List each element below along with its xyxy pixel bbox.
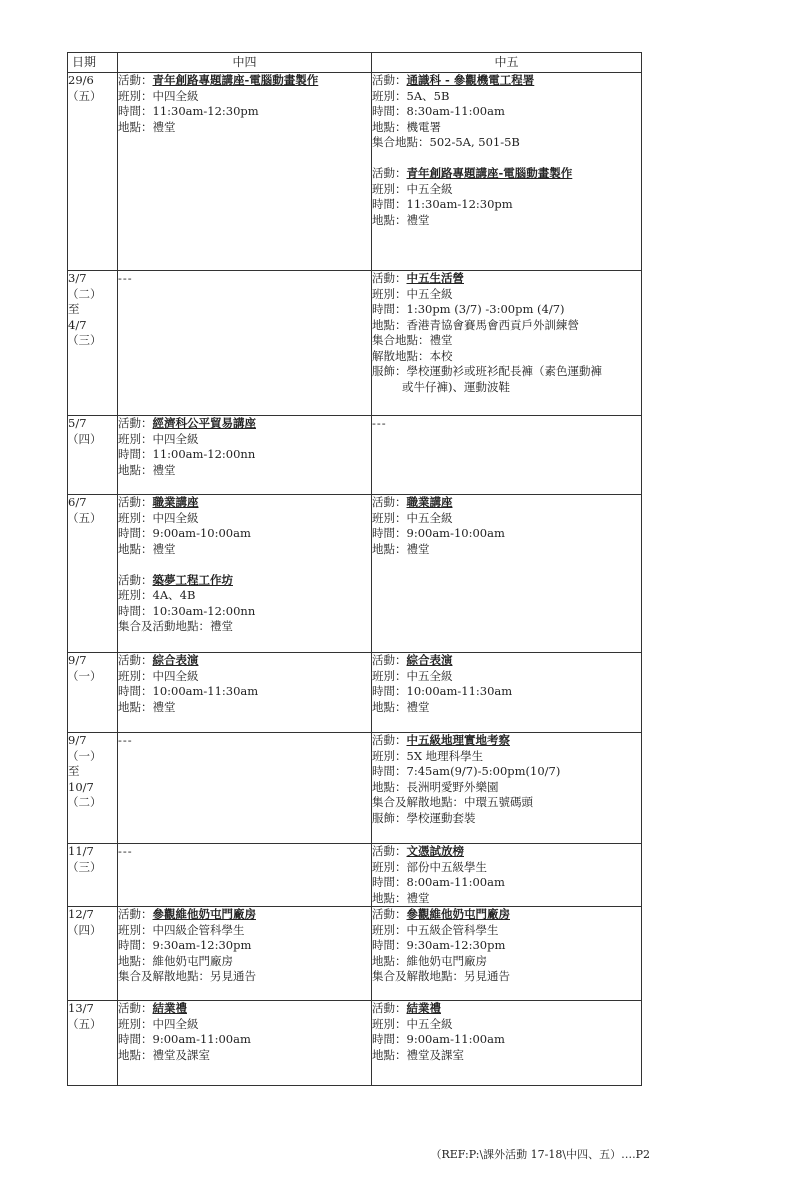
activity-name: 中五級地理實地考察 — [406, 733, 510, 747]
detail-line: 時間：10:00am-11:30am — [372, 684, 513, 698]
detail-line: 班別：中五全級 — [372, 668, 453, 683]
activity-name: 綜合表演 — [406, 653, 453, 667]
schedule-row — [68, 73, 642, 271]
form4-cell — [118, 271, 372, 416]
form5-cell — [372, 495, 642, 653]
activity-label: 活動： — [372, 653, 407, 667]
form5-cell — [372, 844, 642, 907]
detail-line: 班別：中四級企管科學生 — [118, 922, 245, 937]
detail-line: 班別：中五全級 — [372, 286, 453, 301]
activity-name-line — [118, 907, 371, 923]
activity-name-line — [372, 653, 641, 669]
detail-line: 班別：中四全級 — [118, 510, 199, 525]
detail-line: 時間：11:30am-12:30pm — [372, 197, 513, 211]
activity-name-line — [118, 73, 371, 89]
form5-cell — [372, 271, 642, 416]
activity-label: 活動： — [372, 1001, 407, 1015]
activity-block — [118, 1001, 371, 1063]
activity-name: 經濟科公平貿易講座 — [152, 416, 256, 430]
date-line: （一） — [67, 668, 102, 683]
form5-cell — [372, 733, 642, 844]
detail-line: 班別：中四全級 — [118, 88, 199, 103]
detail-line: 地點：長洲明愛野外樂園 — [372, 779, 499, 794]
activity-block — [372, 653, 641, 715]
date-line: 至 — [68, 302, 80, 316]
activity-label: 活動： — [372, 73, 407, 87]
date-cell — [68, 733, 118, 844]
detail-line: 班別：中五全級 — [372, 510, 453, 525]
activity-name-line — [372, 844, 641, 860]
activity-label: 活動： — [118, 495, 153, 509]
schedule-row — [68, 495, 642, 653]
form5-cell — [372, 416, 642, 495]
date-line: 6/7 — [68, 495, 87, 509]
detail-line: 班別：中四全級 — [118, 668, 199, 683]
form4-cell — [118, 653, 372, 733]
detail-line: 地點：維他奶屯門廠房 — [372, 953, 487, 968]
activity-name-line — [372, 495, 641, 511]
date-line: （一） — [67, 748, 102, 763]
detail-line: 時間：9:00am-11:00am — [118, 1032, 251, 1046]
schedule-row — [68, 271, 642, 416]
activity-label: 活動： — [372, 495, 407, 509]
detail-line: 地點：禮堂 — [118, 541, 176, 556]
date-line: 3/7 — [68, 271, 87, 285]
activity-block — [118, 907, 371, 985]
detail-line: 時間：7:45am(9/7)-5:00pm(10/7) — [372, 764, 561, 778]
date-line: 11/7 — [68, 844, 94, 858]
activity-name: 築夢工程工作坊 — [152, 572, 233, 587]
activity-name-line — [118, 495, 371, 511]
detail-line: 地點：禮堂及課室 — [372, 1047, 464, 1062]
activity-block — [372, 844, 641, 906]
date-line: 29/6 — [68, 73, 94, 87]
date-line: （五） — [67, 88, 102, 103]
detail-line: 時間：11:30am-12:30pm — [118, 104, 259, 118]
date-line: （四） — [67, 922, 102, 937]
date-line: 13/7 — [68, 1001, 94, 1015]
form4-cell — [118, 844, 372, 907]
detail-line: 地點：機電署 — [372, 119, 441, 134]
activity-label: 活動： — [372, 166, 407, 180]
date-cell — [68, 907, 118, 1001]
activity-name: 職業講座 — [406, 495, 453, 509]
detail-line: 集合地點：502-5A, 501-5B — [372, 135, 520, 149]
detail-line: 班別：部份中五級學生 — [372, 859, 487, 874]
header-form5: 中五 — [372, 53, 642, 73]
activity-name-line — [118, 1001, 371, 1017]
detail-line: 地點：禮堂 — [372, 890, 430, 905]
date-line: （四） — [67, 431, 102, 446]
activity-name: 通識科 - 參觀機電工程署 — [406, 73, 535, 87]
date-line: （三） — [67, 859, 102, 874]
date-line: （二） — [67, 286, 102, 301]
activity-block — [372, 733, 641, 826]
date-line: （五） — [67, 1016, 102, 1031]
schedule-row — [68, 653, 642, 733]
detail-line: 時間：11:00am-12:00nn — [118, 447, 256, 461]
detail-line: 地點：維他奶屯門廠房 — [118, 953, 233, 968]
date-line: 4/7 — [68, 317, 87, 332]
date-line: 10/7 — [68, 779, 94, 794]
date-line: （二） — [67, 795, 102, 809]
detail-line: 地點：禮堂 — [118, 462, 176, 477]
schedule-table — [67, 52, 642, 1086]
activity-label: 活動： — [372, 733, 407, 747]
activity-name-line — [372, 271, 641, 287]
form5-cell — [372, 653, 642, 733]
detail-line: 班別：中五全級 — [372, 1016, 453, 1031]
detail-line: 集合及解散地點：另見通告 — [372, 969, 510, 983]
detail-line: 地點：禮堂 — [118, 699, 176, 714]
schedule-row — [68, 907, 642, 1001]
activity-name: 參觀維他奶屯門廠房 — [406, 907, 510, 921]
detail-line: 時間：1:30pm (3/7) -3:00pm (4/7) — [372, 302, 565, 316]
date-cell — [68, 495, 118, 653]
detail-line: 地點：禮堂 — [118, 119, 176, 134]
activity-name-line — [372, 166, 641, 182]
detail-line: 時間：10:00am-11:30am — [118, 684, 259, 698]
activity-block — [118, 495, 371, 557]
detail-line: 地點：香港青協會賽馬會西貢戶外訓練營 — [372, 317, 579, 332]
detail-line: 地點：禮堂及課室 — [118, 1047, 210, 1062]
form5-cell — [372, 907, 642, 1001]
activity-name: 文憑試放榜 — [406, 844, 464, 858]
activity-block — [118, 416, 371, 478]
detail-line: 服飾：學校運動衫或班衫配長褲（素色運動褲 — [372, 364, 602, 378]
detail-line: 時間：9:00am-10:00am — [118, 526, 251, 540]
activity-block — [118, 73, 371, 135]
form4-cell — [118, 495, 372, 653]
activity-label: 活動： — [372, 271, 407, 285]
activity-label: 活動： — [372, 844, 407, 858]
no-activity: --- — [118, 271, 133, 285]
activity-label: 活動： — [118, 653, 153, 667]
date-line: 9/7 — [68, 653, 87, 667]
activity-name-line — [372, 1001, 641, 1017]
activity-block — [372, 73, 641, 151]
activity-name: 青年創路專題講座-電腦動畫製作 — [152, 73, 319, 87]
detail-line: 地點：禮堂 — [372, 699, 430, 714]
activity-name: 結業禮 — [406, 1001, 441, 1015]
date-cell — [68, 653, 118, 733]
schedule-row — [68, 416, 642, 495]
detail-line: 集合及解散地點：中環五號碼頭 — [372, 795, 533, 809]
form5-cell — [372, 1001, 642, 1086]
form5-cell — [372, 73, 642, 271]
activity-name-line — [372, 907, 641, 923]
detail-line: 集合及活動地點：禮堂 — [118, 619, 233, 633]
detail-line: 班別：中四全級 — [118, 1016, 199, 1031]
activity-name-line — [118, 416, 371, 432]
activity-label: 活動： — [118, 572, 153, 587]
form4-cell — [118, 1001, 372, 1086]
activity-name: 結業禮 — [152, 1001, 187, 1015]
date-line: （五） — [67, 510, 102, 525]
activity-block — [372, 271, 641, 395]
date-cell — [68, 73, 118, 271]
detail-line: 班別：中五級企管科學生 — [372, 922, 499, 937]
activity-block — [372, 495, 641, 557]
activity-name: 職業講座 — [152, 495, 199, 509]
activity-name: 中五生活營 — [406, 271, 464, 285]
detail-line: 班別：5X 地理科學生 — [372, 748, 484, 763]
activity-block — [372, 166, 641, 228]
header-row — [68, 53, 642, 73]
activity-label: 活動： — [118, 907, 153, 921]
activity-block — [118, 653, 371, 715]
detail-line: 地點：禮堂 — [372, 212, 430, 227]
form4-cell — [118, 416, 372, 495]
date-cell — [68, 271, 118, 416]
form4-cell — [118, 907, 372, 1001]
activity-label: 活動： — [118, 1001, 153, 1015]
activity-name-line — [118, 573, 371, 589]
activity-label: 活動： — [372, 907, 407, 921]
detail-line: 時間：10:30am-12:00nn — [118, 603, 256, 618]
no-activity: --- — [118, 844, 133, 858]
schedule-body — [68, 73, 642, 1086]
detail-line: 時間：9:30am-12:30pm — [372, 938, 506, 952]
date-line: 至 — [68, 764, 80, 778]
detail-line: 解散地點：本校 — [372, 348, 453, 363]
header-form4: 中四 — [118, 53, 372, 73]
activity-name: 綜合表演 — [152, 653, 199, 667]
detail-line: 時間：8:00am-11:00am — [372, 875, 505, 889]
detail-line: 集合地點：禮堂 — [372, 333, 453, 347]
activity-block — [118, 573, 371, 635]
date-cell — [68, 416, 118, 495]
no-activity: --- — [372, 416, 387, 430]
detail-line: 班別：中四全級 — [118, 431, 199, 446]
detail-line: 班別：4A、4B — [118, 588, 196, 602]
detail-line: 時間：9:00am-11:00am — [372, 1032, 505, 1046]
schedule-row — [68, 844, 642, 907]
date-line: 5/7 — [68, 416, 87, 430]
detail-line: 時間：9:00am-10:00am — [372, 526, 505, 540]
activity-name: 青年創路專題講座-電腦動畫製作 — [406, 166, 573, 180]
form4-cell — [118, 73, 372, 271]
date-cell — [68, 1001, 118, 1086]
detail-line: 班別：5A、5B — [372, 88, 450, 103]
detail-line: 班別：中五全級 — [372, 181, 453, 196]
date-line: （三） — [67, 333, 102, 347]
detail-line: 時間：9:30am-12:30pm — [118, 938, 252, 952]
activity-name: 參觀維他奶屯門廠房 — [152, 907, 256, 921]
activity-label: 活動： — [118, 73, 153, 87]
form4-cell — [118, 733, 372, 844]
date-cell — [68, 844, 118, 907]
detail-line: 集合及解散地點：另見通告 — [118, 969, 256, 983]
activity-block — [372, 1001, 641, 1063]
activity-block — [372, 907, 641, 985]
activity-name-line — [118, 653, 371, 669]
schedule-row — [68, 1001, 642, 1086]
detail-line: 地點：禮堂 — [372, 541, 430, 556]
detail-line: 時間：8:30am-11:00am — [372, 104, 505, 118]
detail-line: 服飾：學校運動套裝 — [372, 810, 476, 825]
date-line: 9/7 — [68, 733, 87, 747]
detail-line-continued: 或牛仔褲)、運動波鞋 — [402, 379, 510, 394]
activity-name-line — [372, 733, 641, 749]
no-activity: --- — [118, 733, 133, 747]
activity-label: 活動： — [118, 416, 153, 430]
date-line: 12/7 — [68, 907, 94, 921]
page-footer-ref: （REF:P:\課外活動 17-18\中四、五）….P2 — [430, 1148, 650, 1161]
activity-name-line — [372, 73, 641, 89]
schedule-row — [68, 733, 642, 844]
header-date: 日期 — [68, 53, 118, 73]
